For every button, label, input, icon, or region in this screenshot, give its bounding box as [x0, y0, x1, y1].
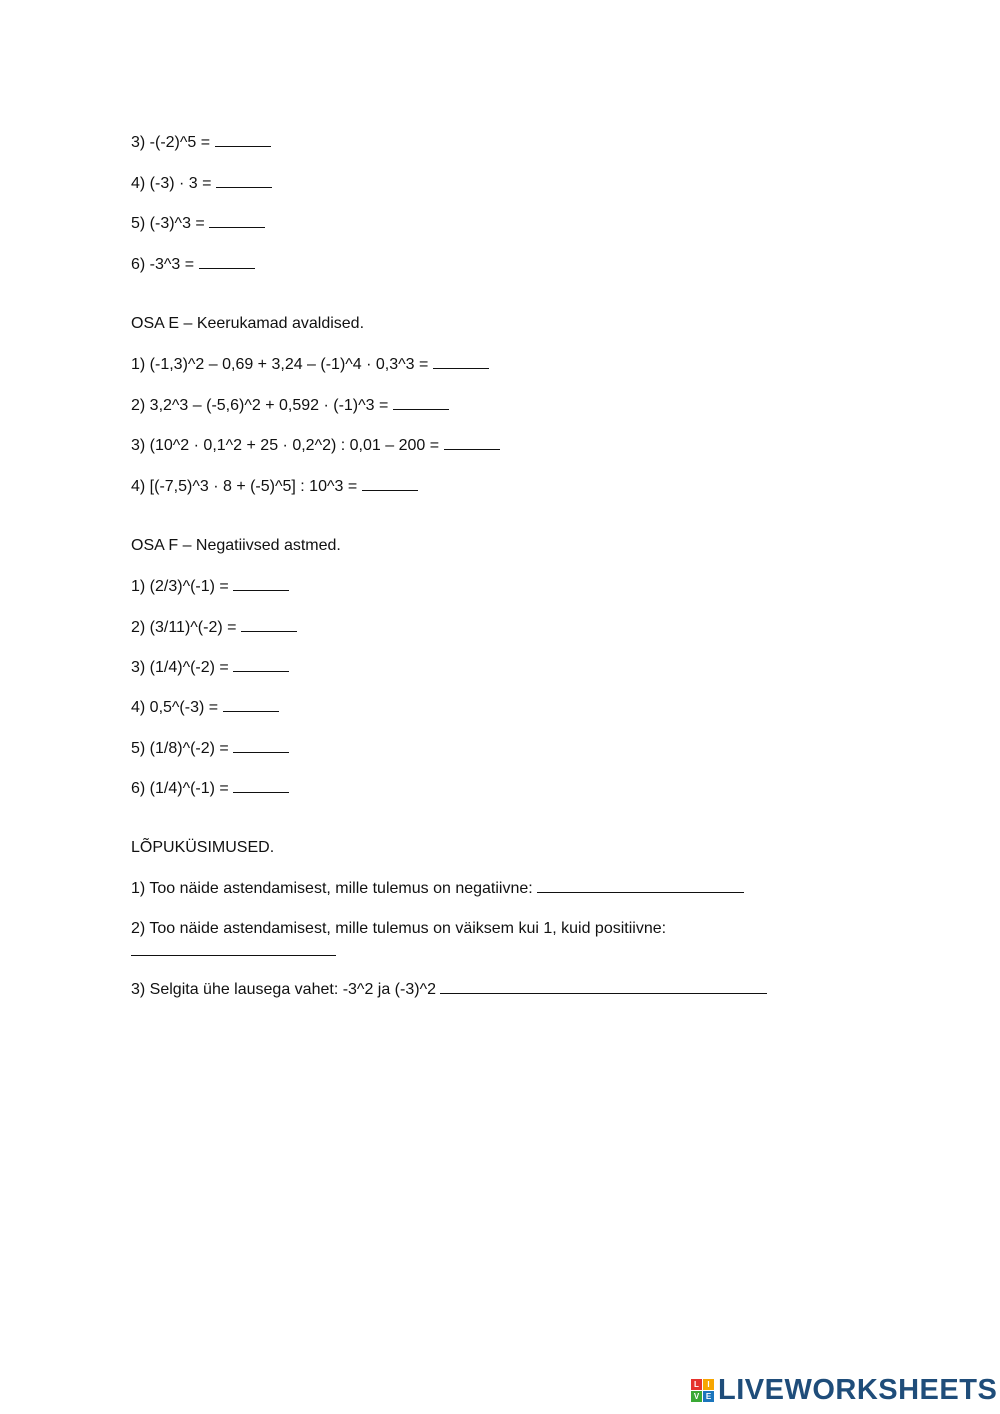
exercise-d3: 3) -(-2)^5 =	[131, 132, 271, 153]
exercise-e3: 3) (10^2 · 0,1^2 + 25 · 0,2^2) : 0,01 – 200 =	[131, 435, 500, 456]
exercise-f5: 5) (1/8)^(-2) =	[131, 738, 289, 759]
answer-blank[interactable]	[444, 435, 500, 450]
answer-blank[interactable]	[233, 657, 289, 672]
exercise-e4: 4) [(-7,5)^3 · 8 + (-5)^5] : 10^3 =	[131, 476, 418, 497]
answer-blank[interactable]	[216, 173, 272, 188]
exercise-f6: 6) (1/4)^(-1) =	[131, 778, 289, 799]
answer-blank[interactable]	[393, 395, 449, 410]
answer-blank[interactable]	[199, 254, 255, 269]
answer-blank[interactable]	[223, 697, 279, 712]
final-heading: LÕPUKÜSIMUSED.	[131, 839, 275, 856]
logo-letter-v: V	[691, 1391, 702, 1402]
exercise-e2: 2) 3,2^3 – (-5,6)^2 + 0,592 · (-1)^3 =	[131, 395, 449, 416]
answer-blank[interactable]	[131, 941, 336, 956]
answer-blank[interactable]	[233, 576, 289, 591]
logo-mark-icon	[691, 1379, 714, 1402]
final-question-2: 2) Too näide astendamisest, mille tulemus on väiksem kui 1, kuid positiivne:	[131, 920, 667, 937]
logo-letter-i: I	[703, 1379, 714, 1390]
final-question-2-answer	[131, 941, 336, 962]
exercise-d4: 4) (-3) · 3 =	[131, 173, 272, 194]
final-question-1: 1) Too näide astendamisest, mille tulemus on negatiivne:	[131, 878, 744, 899]
answer-blank[interactable]	[362, 476, 418, 491]
section-e-heading: OSA E – Keerukamad avaldised.	[131, 315, 365, 332]
exercise-f4: 4) 0,5^(-3) =	[131, 697, 279, 718]
answer-blank[interactable]	[440, 979, 767, 994]
answer-blank[interactable]	[433, 354, 489, 369]
logo-text: LIVEWORKSHEETS	[718, 1373, 998, 1406]
exercise-d5: 5) (-3)^3 =	[131, 213, 265, 234]
final-question-3: 3) Selgita ühe lausega vahet: -3^2 ja (-3)^2	[131, 979, 767, 1000]
answer-blank[interactable]	[241, 617, 297, 632]
answer-blank[interactable]	[537, 878, 744, 893]
exercise-f3: 3) (1/4)^(-2) =	[131, 657, 289, 678]
answer-blank[interactable]	[215, 132, 271, 147]
section-f-heading: OSA F – Negatiivsed astmed.	[131, 537, 341, 554]
exercise-d6: 6) -3^3 =	[131, 254, 255, 275]
exercise-e1: 1) (-1,3)^2 – 0,69 + 3,24 – (-1)^4 · 0,3^3 =	[131, 354, 489, 375]
answer-blank[interactable]	[233, 778, 289, 793]
logo-letter-e: E	[703, 1391, 714, 1402]
liveworksheets-logo	[691, 1372, 997, 1408]
exercise-f2: 2) (3/11)^(-2) =	[131, 617, 297, 638]
answer-blank[interactable]	[209, 213, 265, 228]
exercise-f1: 1) (2/3)^(-1) =	[131, 576, 289, 597]
answer-blank[interactable]	[233, 738, 289, 753]
logo-letter-l: L	[691, 1379, 702, 1390]
